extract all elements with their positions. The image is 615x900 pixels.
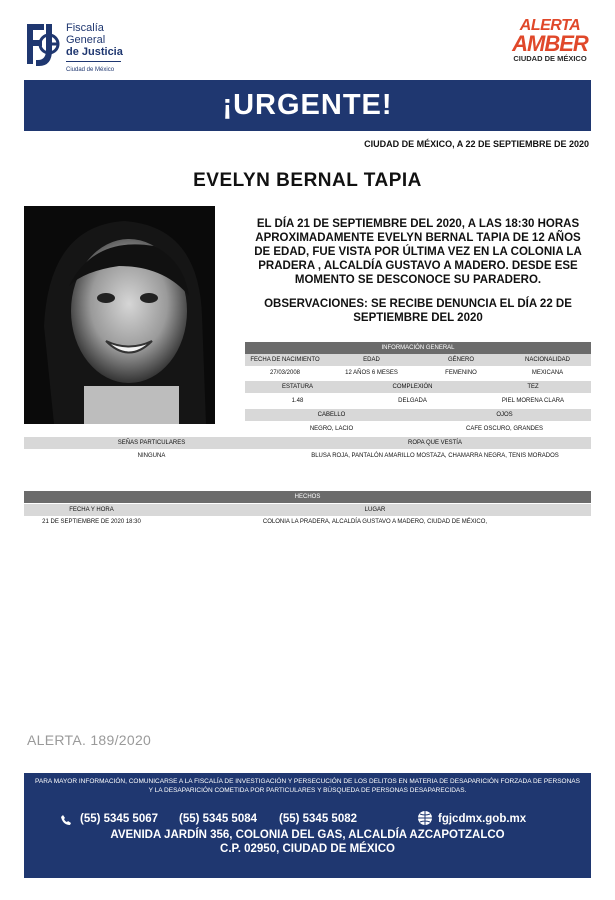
value-marks: NINGUNA <box>137 453 166 459</box>
value-clothes: BLUSA ROJA, PANTALÓN AMARILLO MOSTAZA, CHAMARRA NEGRA, TENIS MORADOS <box>311 453 559 459</box>
header-place: LUGAR <box>364 507 386 513</box>
missing-person-photo <box>24 206 215 424</box>
missing-person-name: EVELYN BERNAL TAPIA <box>193 170 422 191</box>
inst-line-1: Fiscalía <box>66 22 104 34</box>
urgent-banner: ¡URGENTE! <box>24 80 591 131</box>
publication-date: CIUDAD DE MÉXICO, A 22 DE SEPTIEMBRE DE 2020 <box>364 139 589 149</box>
header-build: COMPLEXIÓN <box>392 384 433 390</box>
header-hair: CABELLO <box>317 412 346 418</box>
phone-3[interactable]: (55) 5345 5082 <box>279 813 358 825</box>
header-nationality: NACIONALIDAD <box>524 357 570 363</box>
address-line-2: C.P. 02950, CIUDAD DE MÉXICO <box>220 843 395 855</box>
value-datetime: 21 DE SEPTIEMBRE DE 2020 18:30 <box>42 519 141 525</box>
institution-name <box>66 22 123 76</box>
amber-line-1: ALERTA <box>519 17 581 34</box>
value-age: 12 AÑOS 6 MESES <box>345 370 398 376</box>
fgj-logo-icon <box>24 20 66 68</box>
value-birthdate: 27/03/2008 <box>269 370 301 376</box>
info-row-headers-2 <box>245 381 591 393</box>
observations: OBSERVACIONES: SE RECIBE DENUNCIA EL DÍA 22 DE SEPTIEMBRE DEL 2020 <box>264 298 572 324</box>
info-row-values-4 <box>24 450 591 462</box>
header-age: EDAD <box>363 357 380 363</box>
inst-line-2: General <box>66 34 106 46</box>
amber-alert-logo <box>511 18 589 76</box>
general-info-header: INFORMACIÓN GENERAL <box>245 342 591 354</box>
inst-city: Ciudad de México <box>66 61 121 76</box>
footer-info-text: PARA MAYOR INFORMACIÓN, COMUNICARSE A LA FISCALÍA DE INVESTIGACIÓN Y PERSECUCIÓN DE LOS DELITOS EN MATERIA DE DESAPARICIÓN FORZADA DE PERSONAS Y LA DESAPARICIÓN COMETIDA POR PARTICULARES Y BÚSQUEDA DE PERSONAS DESAPARECIDAS. <box>35 778 580 794</box>
info-row-headers-3 <box>245 409 591 421</box>
inst-line-3: de Justicia <box>66 46 123 58</box>
phone-2[interactable]: (55) 5345 5084 <box>179 813 258 825</box>
header-eyes: OJOS <box>496 412 513 418</box>
header-marks: SEÑAS PARTICULARES <box>117 440 186 446</box>
header-gender: GÉNERO <box>447 357 474 363</box>
value-build: DELGADA <box>398 398 427 404</box>
header-clothes: ROPA QUE VESTÍA <box>408 440 462 446</box>
value-height: 1.48 <box>291 398 304 404</box>
value-hair: NEGRO, LACIO <box>309 426 354 432</box>
facts-header: HECHOS <box>24 491 591 503</box>
phone-1[interactable]: (55) 5345 5067 <box>80 813 159 825</box>
website-link[interactable]: fgjcdmx.gob.mx <box>438 813 527 825</box>
address-line-1: AVENIDA JARDÍN 356, COLONIA DEL GAS, ALCALDÍA AZCAPOTZALCO <box>110 829 505 841</box>
web-icon <box>417 810 433 826</box>
info-row-values-2 <box>245 395 591 407</box>
value-nationality: MEXICANA <box>531 370 564 376</box>
header-datetime: FECHA Y HORA <box>69 507 114 513</box>
info-row-values-3 <box>245 423 591 435</box>
value-gender: FEMENINO <box>445 370 477 376</box>
header-birthdate: FECHA DE NACIMIENTO <box>250 357 320 363</box>
value-place: COLONIA LA PRADERA, ALCALDÍA GUSTAVO A MADERO, CIUDAD DE MÉXICO, <box>262 519 488 525</box>
phone-icon <box>60 814 72 826</box>
facts-row-headers <box>24 504 591 516</box>
value-skin: PIEL MORENA CLARA <box>501 398 565 404</box>
disappearance-description: EL DÍA 21 DE SEPTIEMBRE DEL 2020, A LAS 18:30 HORAS APROXIMADAMENTE EVELYN BERNAL TAPIA DE 12 AÑOS DE EDAD, FUE VISTA POR ÚLTIMA VEZ EN LA COLONIA LA PRADERA , ALCALDÍA GUSTAVO A MADERO. DESDE ESE MOMENTO SE DESCONOCE SU PARADERO. <box>254 218 582 286</box>
info-row-headers-1 <box>245 354 591 366</box>
header <box>0 0 615 80</box>
header-height: ESTATURA <box>281 384 314 390</box>
value-eyes: CAFE OSCURO, GRANDES <box>465 426 543 432</box>
facts-row-values <box>24 516 591 528</box>
amber-line-2: AMBER <box>512 31 588 56</box>
footer <box>24 773 591 878</box>
alert-number: ALERTA. 189/2020 <box>27 732 152 748</box>
amber-line-3: CIUDAD DE MÉXICO <box>513 54 587 63</box>
info-row-values-1 <box>245 367 591 379</box>
info-row-headers-4 <box>24 437 591 449</box>
header-skin: TEZ <box>527 384 539 390</box>
